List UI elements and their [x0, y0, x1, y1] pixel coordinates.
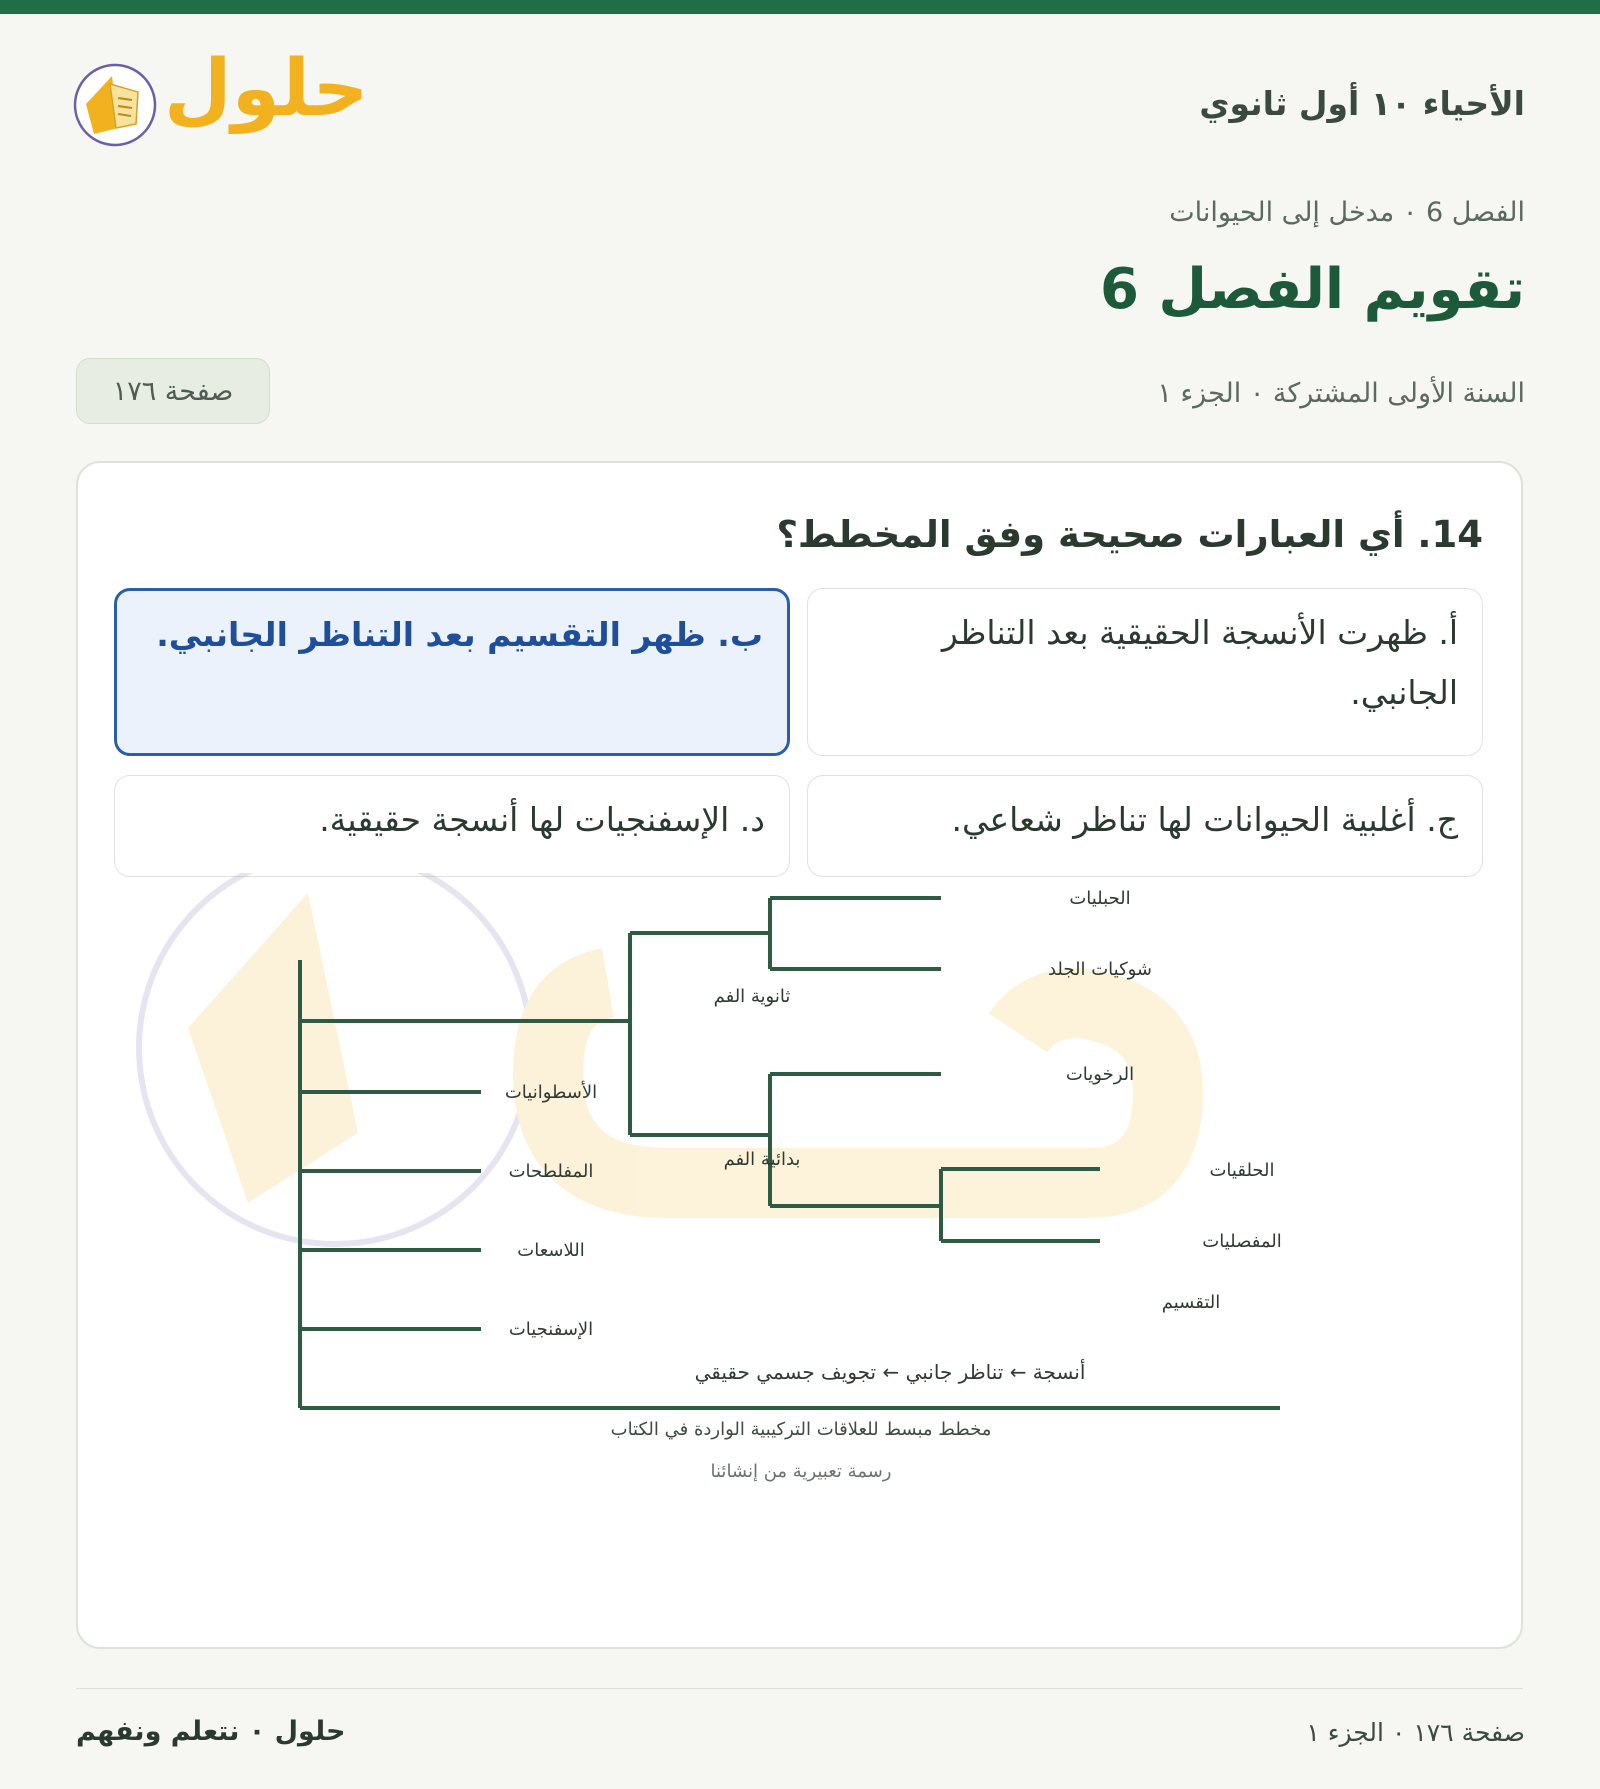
- option-c[interactable]: ج. أغلبية الحيوانات لها تناظر شعاعي.: [807, 775, 1483, 877]
- label-echinoderms: شوكيات الجلد: [1047, 959, 1153, 980]
- label-cnidarians: اللاسعات: [517, 1240, 585, 1261]
- label-segmentation: التقسيم: [1161, 1292, 1221, 1313]
- option-d[interactable]: د. الإسفنجيات لها أنسجة حقيقية.: [114, 775, 790, 877]
- label-flatworms: المفلطحات: [508, 1161, 594, 1182]
- phylogeny-diagram: [78, 873, 1523, 1633]
- label-baseline-traits: أنسجة ← تناظر جانبي ← تجويف جسمي حقيقي: [694, 1360, 1086, 1384]
- label-sponges: الإسفنجيات: [508, 1319, 594, 1340]
- label-nematodes: الأسطوانيات: [504, 1082, 598, 1103]
- footer-page-info: صفحة ١٧٦ ٠ الجزء ١: [1306, 1718, 1525, 1747]
- label-chordates: الحبليات: [1069, 888, 1131, 909]
- footer-divider: [76, 1688, 1523, 1689]
- page-badge: صفحة ١٧٦: [76, 358, 270, 424]
- label-deuterostomes: ثانوية الفم: [713, 986, 791, 1007]
- diagram-credit: رسمة تعبيرية من إنشائنا: [710, 1461, 892, 1482]
- site-logo[interactable]: [72, 44, 369, 160]
- logo-wordmark: حلول: [164, 44, 369, 134]
- top-accent-bar: [0, 0, 1600, 14]
- label-mollusks: الرخويات: [1065, 1064, 1135, 1085]
- label-annelids: الحلقيات: [1209, 1160, 1275, 1181]
- book-icon: [72, 62, 158, 148]
- chapter-label: الفصل 6 ٠ مدخل إلى الحيوانات: [1169, 197, 1525, 228]
- question-card: [76, 461, 1523, 1649]
- page-title: تقويم الفصل 6: [1099, 257, 1525, 322]
- meta-line: السنة الأولى المشتركة ٠ الجزء ١: [1157, 378, 1525, 409]
- label-arthropods: المفصليات: [1202, 1231, 1282, 1252]
- option-b[interactable]: ب. ظهر التقسيم بعد التناظر الجانبي.: [114, 588, 790, 756]
- watermark: [139, 873, 1168, 1244]
- question-title: 14. أي العبارات صحيحة وفق المخطط؟: [776, 513, 1483, 556]
- course-title: الأحياء ١٠ أول ثانوي: [1199, 84, 1525, 123]
- label-protostomes: بدائية الفم: [723, 1149, 801, 1170]
- footer-brand: حلول ٠ نتعلم ونفهم: [76, 1716, 346, 1747]
- option-a[interactable]: أ. ظهرت الأنسجة الحقيقية بعد التناظر الجانبي.: [807, 588, 1483, 756]
- diagram-caption: مخطط مبسط للعلاقات التركيبية الواردة في الكتاب: [610, 1419, 992, 1440]
